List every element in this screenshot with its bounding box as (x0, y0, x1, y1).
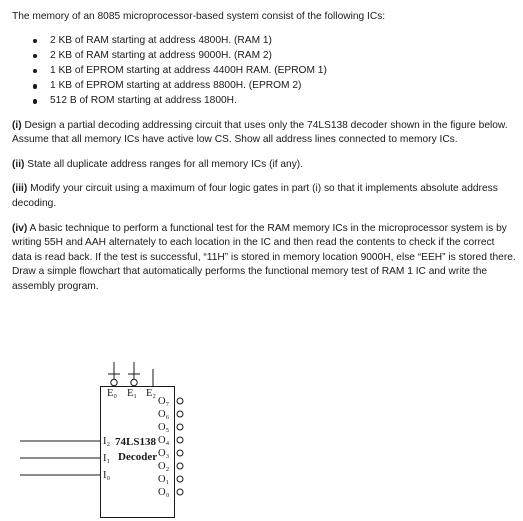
question-tag: (ii) (12, 158, 25, 170)
question-text: State all duplicate address ranges for all memory ICs (if any). (24, 158, 304, 170)
enable-e1-bubble (131, 379, 137, 385)
output-o4-bubble (177, 437, 183, 443)
memory-ic-list (12, 34, 517, 110)
document-body (12, 10, 517, 304)
input-label-i2: I₂ (103, 436, 111, 447)
output-label-o0: O₀ (158, 487, 170, 498)
output-label-o5: O₅ (158, 422, 170, 433)
decoder-diagram (20, 357, 220, 519)
output-label-o3: O₃ (158, 448, 170, 459)
output-o1-bubble (177, 476, 183, 482)
output-o0-bubble (177, 489, 183, 495)
decoder-subtitle: Decoder (118, 451, 158, 463)
enable-e0-bubble (111, 379, 117, 385)
bullet-icon (33, 84, 37, 88)
enable-label-e1: E₁ (127, 388, 138, 399)
list-item-text: 1 KB of EPROM starting at address 8800H. (EPROM 2) (50, 80, 302, 92)
output-label-o7: O₇ (158, 396, 170, 407)
output-o5-bubble (177, 424, 183, 430)
output-o2-bubble (177, 463, 183, 469)
input-label-i0: I₀ (103, 470, 111, 481)
enable-label-e0: E₀ (107, 388, 118, 399)
question-ii (12, 158, 517, 173)
bullet-icon (33, 54, 37, 58)
output-label-o1: O₁ (158, 474, 170, 485)
question-tag: (i) (12, 119, 22, 131)
list-item (12, 49, 517, 64)
question-text: Design a partial decoding addressing circuit that uses only the 74LS138 decoder shown in the figure below. Assume that all memory ICs have active low CS. Show all address lines connected to memory ICs. (12, 119, 508, 146)
list-item-text: 512 B of ROM starting at address 1800H. (50, 95, 237, 107)
question-i (12, 119, 517, 148)
output-o7-bubble (177, 398, 183, 404)
input-label-i1: I₁ (103, 453, 111, 464)
list-item (12, 64, 517, 79)
question-tag: (iv) (12, 222, 28, 234)
output-label-o6: O₆ (158, 409, 170, 420)
question-iv (12, 222, 517, 295)
bullet-icon (33, 69, 37, 73)
bullet-icon (33, 99, 37, 103)
output-label-o4: O₄ (158, 435, 170, 446)
list-item (12, 34, 517, 49)
question-text: A basic technique to perform a functional test for the RAM memory ICs in the microprocessor system is by writing 55H and AAH alternately to each location in the IC and then read the contents to check if the correct data is read back. If the test is successful, “11H” is stored in memory location 9000H, else “EEH” is stored there. Draw a simple flowchart that automatically performs the functional memory test of RAM 1 IC and write the assembly program. (12, 222, 516, 292)
question-text: Modify your circuit using a maximum of four logic gates in part (i) so that it implements absolute address decoding. (12, 183, 498, 209)
output-o6-bubble (177, 411, 183, 417)
list-item (12, 79, 517, 94)
bullet-icon (33, 39, 37, 43)
list-item-text: 2 KB of RAM starting at address 9000H. (RAM 2) (50, 49, 272, 61)
list-item-text: 1 KB of EPROM starting at address 4400H RAM. (EPROM 1) (50, 64, 327, 76)
list-item (12, 94, 517, 109)
decoder-name: 74LS138 (115, 436, 156, 448)
enable-label-e2: E₂ (146, 388, 157, 399)
output-label-o2: O₂ (158, 461, 170, 472)
list-item-text: 2 KB of RAM starting at address 4800H. (RAM 1) (50, 34, 272, 46)
question-iii (12, 182, 517, 211)
question-tag: (iii) (12, 183, 28, 195)
intro-paragraph: The memory of an 8085 microprocessor-based system consist of the following ICs: (12, 11, 386, 22)
output-o3-bubble (177, 450, 183, 456)
